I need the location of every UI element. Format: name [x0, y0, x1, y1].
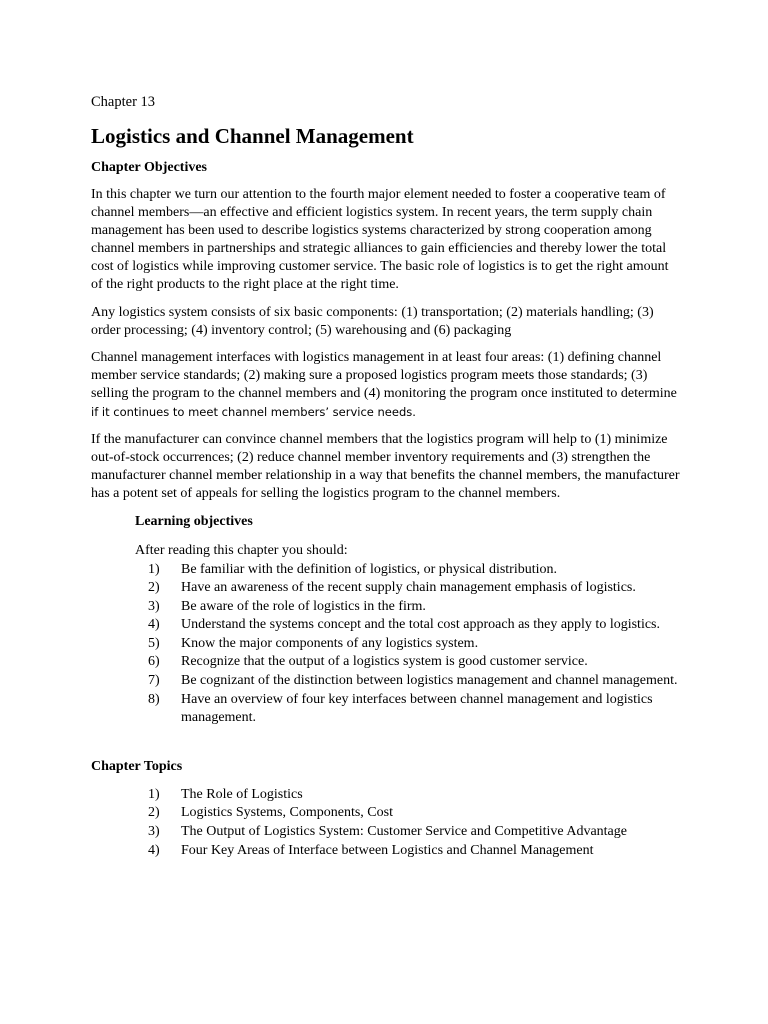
- chapter-topics-heading: Chapter Topics: [91, 758, 183, 774]
- list-item: [148, 823, 681, 842]
- document-content: [91, 93, 681, 860]
- list-item-text: Logistics Systems, Components, Cost: [181, 805, 393, 821]
- list-item-text: Be cognizant of the distinction between logistics management and channel management.: [181, 673, 678, 689]
- list-item-text: Be aware of the role of logistics in the firm.: [181, 598, 426, 614]
- list-item: [148, 598, 681, 617]
- list-item-text: The Role of Logistics: [181, 786, 303, 802]
- objectives-paragraph-3: [91, 349, 681, 422]
- objectives-heading: Chapter Objectives: [91, 160, 207, 175]
- chapter-label: Chapter 13: [91, 94, 156, 110]
- list-item-number: 1): [148, 786, 160, 802]
- list-item-text: Understand the systems concept and the total cost approach as they apply to logistics.: [181, 617, 660, 633]
- list-item: [148, 804, 681, 823]
- objectives-paragraph-4: If the manufacturer can convince channel members that the logistics program will help to (1) minimize out-of-stock occurrences; (2) reduce channel member inventory requirements and (3) strengthen the manufacturer channel member relationship in a way that benefits the channel members, the manufacturer has a potent set of appeals for selling the logistics program to the channel members.: [91, 432, 680, 502]
- list-item-number: 8): [148, 691, 160, 707]
- list-item: [148, 842, 681, 861]
- list-item-text: Have an overview of four key interfaces between channel management and logistics management.: [181, 691, 653, 726]
- list-item-number: 6): [148, 654, 160, 670]
- list-item: [148, 786, 681, 805]
- list-item: [148, 635, 681, 654]
- paragraph-3-continuation-text: if it continues to meet channel members’ service needs.: [91, 405, 416, 420]
- list-item-text: Know the major components of any logistics system.: [181, 635, 479, 651]
- list-item: [148, 616, 681, 635]
- list-item: [148, 579, 681, 598]
- chapter-title: Logistics and Channel Management: [91, 124, 414, 148]
- objectives-paragraph-2: Any logistics system consists of six basic components: (1) transportation; (2) materials handling; (3) order processing; (4) inventory control; (5) warehousing and (6) packaging: [91, 304, 654, 338]
- list-item-number: 4): [148, 842, 160, 858]
- paragraph-3-main-text: Channel management interfaces with logistics management in at least four areas: (1) defining channel member service standards; (2) making sure a proposed logistics program meets those standards; (3) selling the program to the channel members and (4) monitoring the program once instituted to determine: [91, 349, 677, 401]
- learning-objectives-intro: After reading this chapter you should:: [135, 542, 348, 558]
- list-item-text: The Output of Logistics System: Customer Service and Competitive Advantage: [181, 824, 627, 840]
- learning-objectives-heading: Learning objectives: [135, 513, 253, 529]
- list-item-number: 4): [148, 617, 160, 633]
- list-item-number: 2): [148, 580, 160, 596]
- list-item-number: 7): [148, 673, 160, 689]
- list-item-text: Four Key Areas of Interface between Logistics and Channel Management: [181, 842, 594, 858]
- list-item: [148, 672, 681, 691]
- list-item-number: 1): [148, 561, 160, 577]
- learning-objectives-list: [91, 561, 681, 728]
- list-item: [148, 653, 681, 672]
- list-item-text: Have an awareness of the recent supply chain management emphasis of logistics.: [181, 580, 636, 596]
- list-item-text: Be familiar with the definition of logistics, or physical distribution.: [181, 561, 557, 577]
- objectives-paragraph-1: In this chapter we turn our attention to the fourth major element needed to foster a cooperative team of channel members—an effective and efficient logistics system. In recent years, the term supply chain management has been used to describe logistics systems characterized by strong cooperation among channel members in partnerships and strategic alliances to gain efficiencies and thereby lower the total cost of logistics while improving customer service. The basic role of logistics is to get the right amount of the right products to the right place at the right time.: [91, 187, 669, 293]
- list-item-number: 2): [148, 805, 160, 821]
- chapter-topics-list: [91, 786, 681, 860]
- list-item-number: 3): [148, 598, 160, 614]
- list-item-number: 5): [148, 635, 160, 651]
- list-item-number: 3): [148, 824, 160, 840]
- list-item: [148, 691, 681, 728]
- list-item: [148, 561, 681, 580]
- list-item-text: Recognize that the output of a logistics system is good customer service.: [181, 654, 588, 670]
